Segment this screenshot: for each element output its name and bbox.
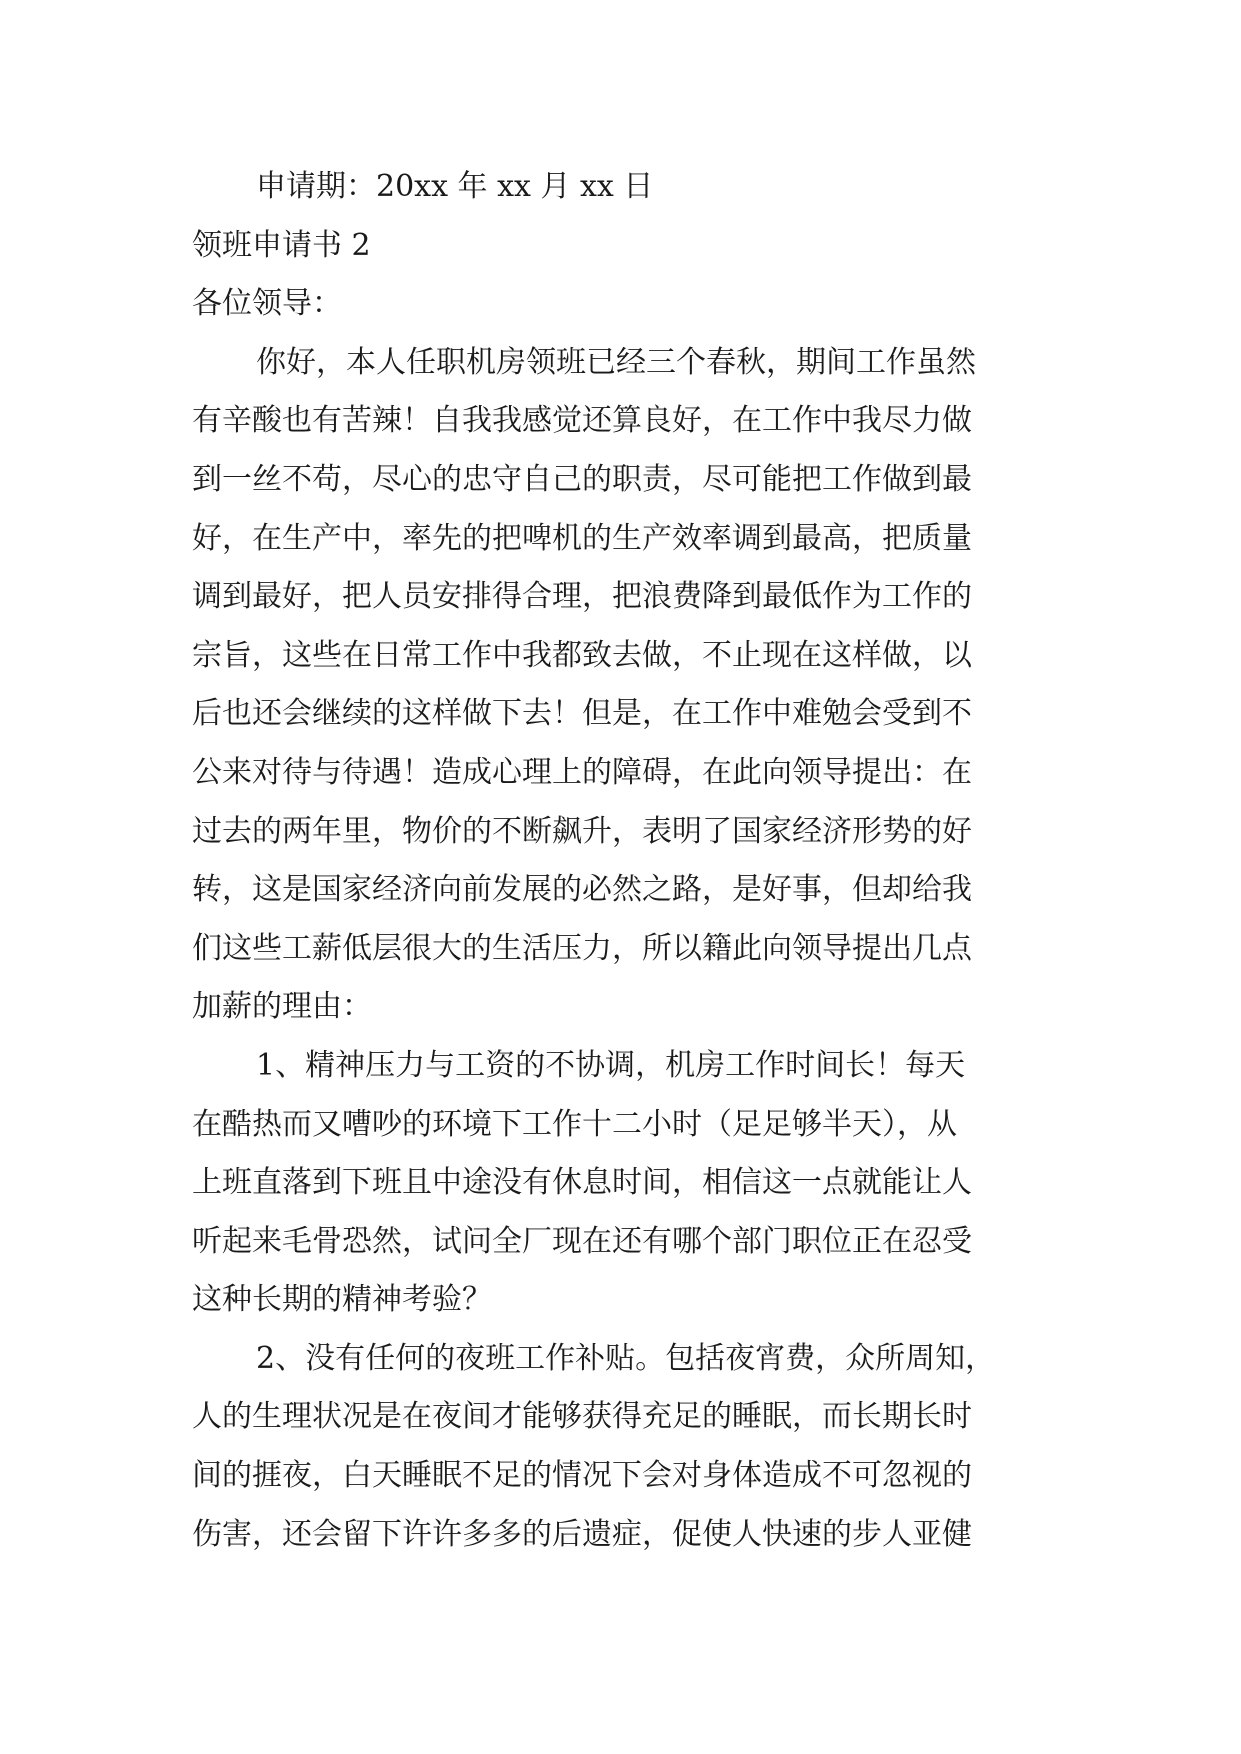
date-line: 申请期：20xx 年 xx 月 xx 日 xyxy=(256,169,654,204)
paragraph-intro xyxy=(192,334,1052,1037)
paragraph-line: 有辛酸也有苦辣！自我我感觉还算良好，在工作中我尽力做 xyxy=(192,403,972,439)
document-body xyxy=(192,158,1052,1564)
paragraph-line: 上班直落到下班且中途没有休息时间，相信这一点就能让人 xyxy=(192,1165,972,1201)
paragraph-line: 伤害，还会留下许许多多的后遗症，促使人快速的步人亚健 xyxy=(192,1516,972,1552)
paragraph-line: 听起来毛骨恐然，试问全厂现在还有哪个部门职位正在忍受 xyxy=(192,1223,972,1259)
paragraph-line: 1、精神压力与工资的不协调，机房工作时间长！每天 xyxy=(256,1047,966,1083)
salutation: 各位领导： xyxy=(192,286,342,322)
paragraph-line: 公来对待与待遇！造成心理上的障碍，在此向领导提出：在 xyxy=(192,754,972,790)
paragraph-reason-2 xyxy=(192,1330,1052,1564)
paragraph-line: 间的捱夜，白天睡眠不足的情况下会对身体造成不可忽视的 xyxy=(192,1458,972,1494)
paragraph-line: 过去的两年里，物价的不断飙升，表明了国家经济形势的好 xyxy=(192,813,972,849)
paragraph-line: 在酷热而又嘈吵的环境下工作十二小时（足足够半天），从 xyxy=(192,1106,957,1142)
paragraph-line: 人的生理状况是在夜间才能够获得充足的睡眠，而长期长时 xyxy=(192,1399,972,1435)
paragraph-line: 们这些工薪低层很大的生活压力，所以籍此向领导提出几点 xyxy=(192,930,972,966)
paragraph-line: 好，在生产中，率先的把啤机的生产效率调到最高，把质量 xyxy=(192,520,972,556)
document-title: 领班申请书 2 xyxy=(192,227,371,263)
paragraph-line: 你好，本人任职机房领班已经三个春秋，期间工作虽然 xyxy=(256,344,976,380)
paragraph-line: 后也还会继续的这样做下去！但是，在工作中难勉会受到不 xyxy=(192,696,972,732)
paragraph-line: 转，这是国家经济向前发展的必然之路，是好事，但却给我 xyxy=(192,872,972,908)
paragraph-line: 宗旨，这些在日常工作中我都致去做，不止现在这样做，以 xyxy=(192,637,972,673)
paragraph-line: 到一丝不苟，尽心的忠守自己的职责，尽可能把工作做到最 xyxy=(192,461,972,497)
paragraph-line: 调到最好，把人员安排得合理，把浪费降到最低作为工作的 xyxy=(192,579,972,615)
paragraph-line: 加薪的理由： xyxy=(192,989,372,1025)
paragraph-line: 这种长期的精神考验？ xyxy=(192,1282,492,1318)
paragraph-reason-1 xyxy=(192,1037,1052,1330)
paragraph-line: 2、没有任何的夜班工作补贴。包括夜宵费，众所周知， xyxy=(256,1340,996,1376)
